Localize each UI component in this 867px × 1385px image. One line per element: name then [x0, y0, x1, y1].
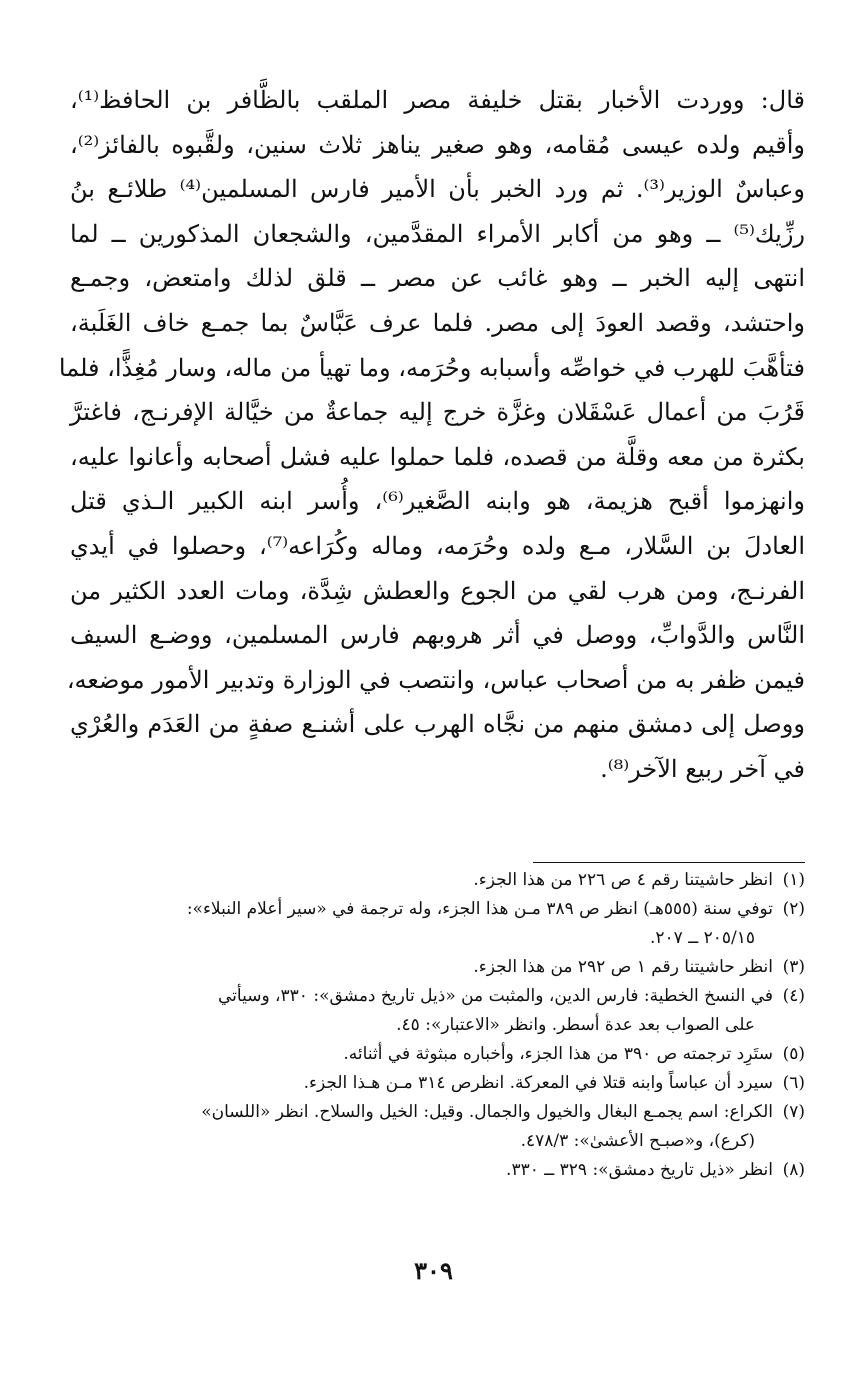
footnote-5 [70, 1040, 805, 1069]
footnote-text: في النسخ الخطية: فارس الدين، والمثبت من «ذيل تاريخ دمشق»: ٣٣٠، وسيأتي [217, 986, 773, 1006]
footnote-text: انظر حاشيتنا رقم ١ ص ٢٩٢ من هذا الجزء. [473, 957, 773, 977]
footnote-text: ستَرِد ترجمته ص ٣٩٠ من هذا الجزء، وأخباره مبثوثة في أثنائه. [343, 1044, 773, 1064]
footnote-text: انظر «ذيل تاريخ دمشق»: ٣٢٩ ــ ٣٣٠. [506, 1160, 773, 1180]
footnote-6 [70, 1069, 805, 1098]
footnote-text: الكراع: اسم يجمـع البغال والخيول والجمال. وقيل: الخيل والسلاح. انظر «اللسان» [201, 1102, 773, 1122]
footnote-text: توفي سنة (٥٥٥هـ) انظر ص ٣٨٩ مـن هذا الجزء، وله ترجمة في «سير أعلام النبلاء»: [186, 899, 773, 919]
main-text [58, 78, 805, 792]
text-line: النَّاس والدَّوابِّ، ووصل في أثر هروبهم فارس المسلمين، ووضـع السيف [70, 621, 805, 650]
text-line: وأقيم ولده عيسى مُقامه، وهو صغير يناهز ثلاث سنين، ولقَّبوه بالفائز⁽²⁾، [70, 130, 805, 159]
footnote-2 [70, 895, 805, 924]
footnote-7-continuation: (كرع)، و«صبـح الأعشىٰ»: ٤٧٨/٣. [520, 1131, 755, 1151]
footnote-number: (٧) [782, 1102, 805, 1122]
text-line: وعباسٌ الوزير⁽³⁾. ثم ورد الخبر بأن الأمير فارس المسلمين⁽⁴⁾ طلائـع بنُ [70, 175, 805, 204]
footnotes [70, 866, 805, 1185]
footnote-1 [70, 866, 805, 895]
text-line: الفرنـج، ومن هرب لقي من الجوع والعطش شِدَّة، ومات العدد الكثير من [70, 576, 805, 605]
text-line: قال: ووردت الأخبار بقتل خليفة مصر الملقب بالظَّافر بن الحافظ⁽¹⁾، [70, 86, 805, 114]
footnote-2-continuation: ٢٠٥/١٥ ــ ٢٠٧. [650, 928, 755, 948]
text-line: انتهى إليه الخبر ــ وهو غائب عن مصر ــ قلق لذلك وامتعض، وجمـع [70, 264, 805, 293]
text-line: فتأهَّبَ للهرب في خواصِّه وأسبابه وحُرَمه، وما تهيأ من ماله، وسار مُغِذًّا، فلما [58, 353, 805, 382]
footnote-8 [70, 1156, 805, 1185]
text-line: فيمن ظفر به من أصحاب عباس، وانتصب في الوزارة وتدبير الأمور موضعه، [66, 665, 805, 694]
text-line: في آخر ربيع الآخر⁽⁸⁾. [600, 754, 805, 783]
footnote-3 [70, 953, 805, 982]
footnote-4-continuation: على الصواب بعد عدة أسطر. وانظر «الاعتبار»: ٤٥. [396, 1015, 755, 1035]
footnote-7 [70, 1098, 805, 1127]
footnote-number: (٣) [782, 957, 805, 977]
text-line: رزِّيك⁽⁵⁾ ــ وهو من أكابر الأمراء المقدَّمين، والشجعان المذكورين ــ لما [70, 219, 805, 248]
text-line: واحتشد، وقصد العودَ إلى مصر. فلما عرف عَبَّاسٌ بما جمـع خاف الغَلَبة، [70, 308, 805, 337]
footnote-number: (٤) [782, 986, 805, 1006]
text-line: العادلَ بن السَّلار، مـع ولده وحُرَمه، وماله وكُرَاعه⁽⁷⁾، وحصلوا في أيدي [70, 531, 805, 560]
footnote-separator [533, 862, 805, 863]
text-line: ووصل إلى دمشق منهم من نجَّاه الهرب على أشنـع صفةٍ من العَدَم والعُرْي [70, 710, 805, 739]
footnote-text: انظر حاشيتنا رقم ٤ ص ٢٢٦ من هذا الجزء. [473, 870, 773, 890]
text-line: وانهزموا أقبح هزيمة، هو وابنه الصَّغير⁽⁶⁾، وأُسر ابنه الكبير الـذي قتل [70, 487, 805, 516]
text-line: بكثرة من معه وقلَّة من قصده، فلما حملوا عليه فشل أصحابه وأعانوا عليه، [70, 442, 805, 471]
footnote-text: سيرد أن عباساً وابنه قتلا في المعركة. انظرص ٣١٤ مـن هـذا الجزء. [303, 1073, 773, 1093]
text-line: قَرُبَ من أعمال عَسْقَلان وغزَّة خرج إليه جماعةٌ من خيَّالة الإفرنـج، فاغترَّ [70, 398, 805, 427]
footnote-number: (١) [782, 870, 805, 890]
footnote-number: (٢) [782, 899, 805, 919]
footnote-number: (٥) [782, 1044, 805, 1064]
footnote-4 [70, 982, 805, 1011]
footnote-number: (٦) [782, 1073, 805, 1093]
footnote-number: (٨) [782, 1160, 805, 1180]
page-number: ٣٠٩ [414, 1256, 453, 1285]
